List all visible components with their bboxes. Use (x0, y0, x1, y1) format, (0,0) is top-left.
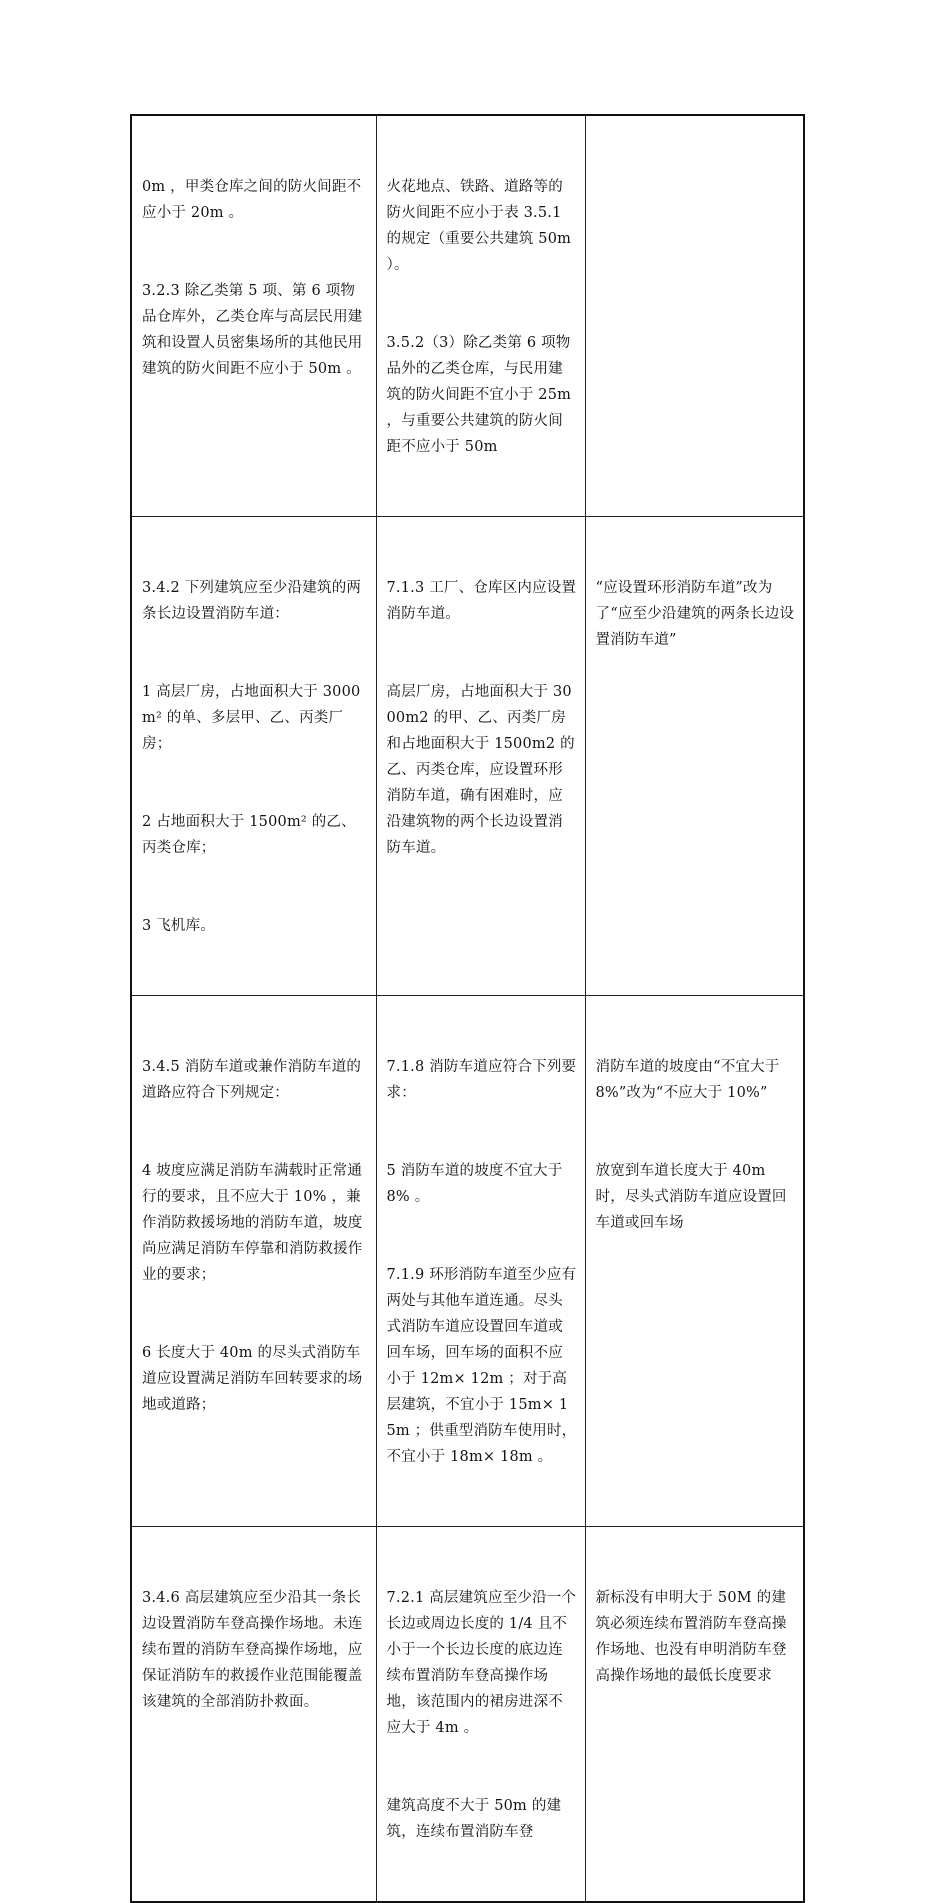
clause-text: 7.2.1 高层建筑应至少沿一个长边或周边长度的 1/4 且不小于一个长边长度的底边连续布置消防车登高操作场地，该范围内的裙房进深不应大于 4m 。 (386, 1590, 577, 1736)
clause-text: 3 飞机库。 (142, 918, 216, 934)
new-standard-cell (131, 517, 376, 996)
remark-cell (585, 996, 804, 1527)
clause-text: 1 高层厂房，占地面积大于 3000m² 的单、多层甲、乙、丙类厂房； (142, 684, 361, 752)
remark-cell (585, 517, 804, 996)
comparison-table (130, 114, 805, 1903)
new-standard-cell (131, 115, 376, 517)
old-standard-cell (376, 996, 585, 1527)
remark-text: 放宽到车道长度大于 40m 时，尽头式消防车道应设置回车道或回车场 (595, 1163, 787, 1231)
old-standard-cell (376, 115, 585, 517)
clause-text: 3.2.3 除乙类第 5 项、第 6 项物品仓库外，乙类仓库与高层民用建筑和设置人员密集场所的其他民用建筑的防火间距不应小于 50m 。 (142, 283, 363, 377)
clause-text: 4 坡度应满足消防车满载时正常通行的要求，且不应大于 10% ，兼作消防救援场地的消防车道，坡度尚应满足消防车停靠和消防救援作业的要求； (142, 1163, 363, 1283)
remark-text: 新标没有申明大于 50M 的建筑必须连续布置消防车登高操作场地、也没有申明消防车登高操作场地的最低长度要求 (595, 1590, 787, 1684)
table-row (131, 115, 804, 517)
clause-text: 5 消防车道的坡度不宜大于 8% 。 (386, 1163, 568, 1205)
clause-text: 高层厂房，占地面积大于 3000m2 的甲、乙、丙类厂房和占地面积大于 1500m2 的乙、丙类仓库，应设置环形消防车道，确有困难时，应沿建筑物的两个长边设置消防车道。 (386, 684, 575, 856)
remark-text: “应设置环形消防车道”改为了“应至少沿建筑的两条长边设置消防车道” (595, 580, 795, 648)
remark-cell (585, 1527, 804, 1903)
clause-text: 火花地点、铁路、道路等的防火间距不应小于表 3.5.1 的规定（重要公共建筑 50m ）。 (386, 179, 576, 273)
clause-text: 3.4.2 下列建筑应至少沿建筑的两条长边设置消防车道： (142, 580, 362, 622)
new-standard-cell (131, 1527, 376, 1903)
clause-text: 3.4.6 高层建筑应至少沿其一条长边设置消防车登高操作场地。未连续布置的消防车登高操作场地，应保证消防车的救援作业范围能覆盖该建筑的全部消防扑救面。 (142, 1590, 363, 1710)
table-row (131, 517, 804, 996)
remark-cell (585, 115, 804, 517)
clause-text: 3.4.5 消防车道或兼作消防车道的道路应符合下列规定： (142, 1059, 362, 1101)
clause-text: 3.5.2（3）除乙类第 6 项物品外的乙类仓库，与民用建筑的防火间距不宜小于 25m ，与重要公共建筑的防火间距不应小于 50m (386, 335, 576, 455)
old-standard-cell (376, 517, 585, 996)
clause-text: 6 长度大于 40m 的尽头式消防车道应设置满足消防车回转要求的场地或道路； (142, 1345, 363, 1413)
table-row (131, 1527, 804, 1903)
old-standard-cell (376, 1527, 585, 1903)
new-standard-cell (131, 996, 376, 1527)
clause-text: 2 占地面积大于 1500m² 的乙、丙类仓库； (142, 814, 356, 856)
clause-text: 7.1.9 环形消防车道至少应有两处与其他车道连通。尽头式消防车道应设置回车道或回车场，回车场的面积不应小于 12m× 12m ；对于高层建筑，不宜小于 15m× 15m ；供重型消防车使用时，不宜小于 18m× 18m 。 (386, 1267, 577, 1465)
clause-text: 7.1.8 消防车道应符合下列要求： (386, 1059, 577, 1101)
clause-text: 建筑高度不大于 50m 的建筑，连续布置消防车登 (386, 1798, 562, 1840)
clause-text: 0m ，甲类仓库之间的防火间距不应小于 20m 。 (142, 179, 362, 221)
remark-text: 消防车道的坡度由“不宜大于 8%”改为“不应大于 10%” (595, 1059, 785, 1101)
table-row (131, 996, 804, 1527)
clause-text: 7.1.3 工厂、仓库区内应设置消防车道。 (386, 580, 577, 622)
